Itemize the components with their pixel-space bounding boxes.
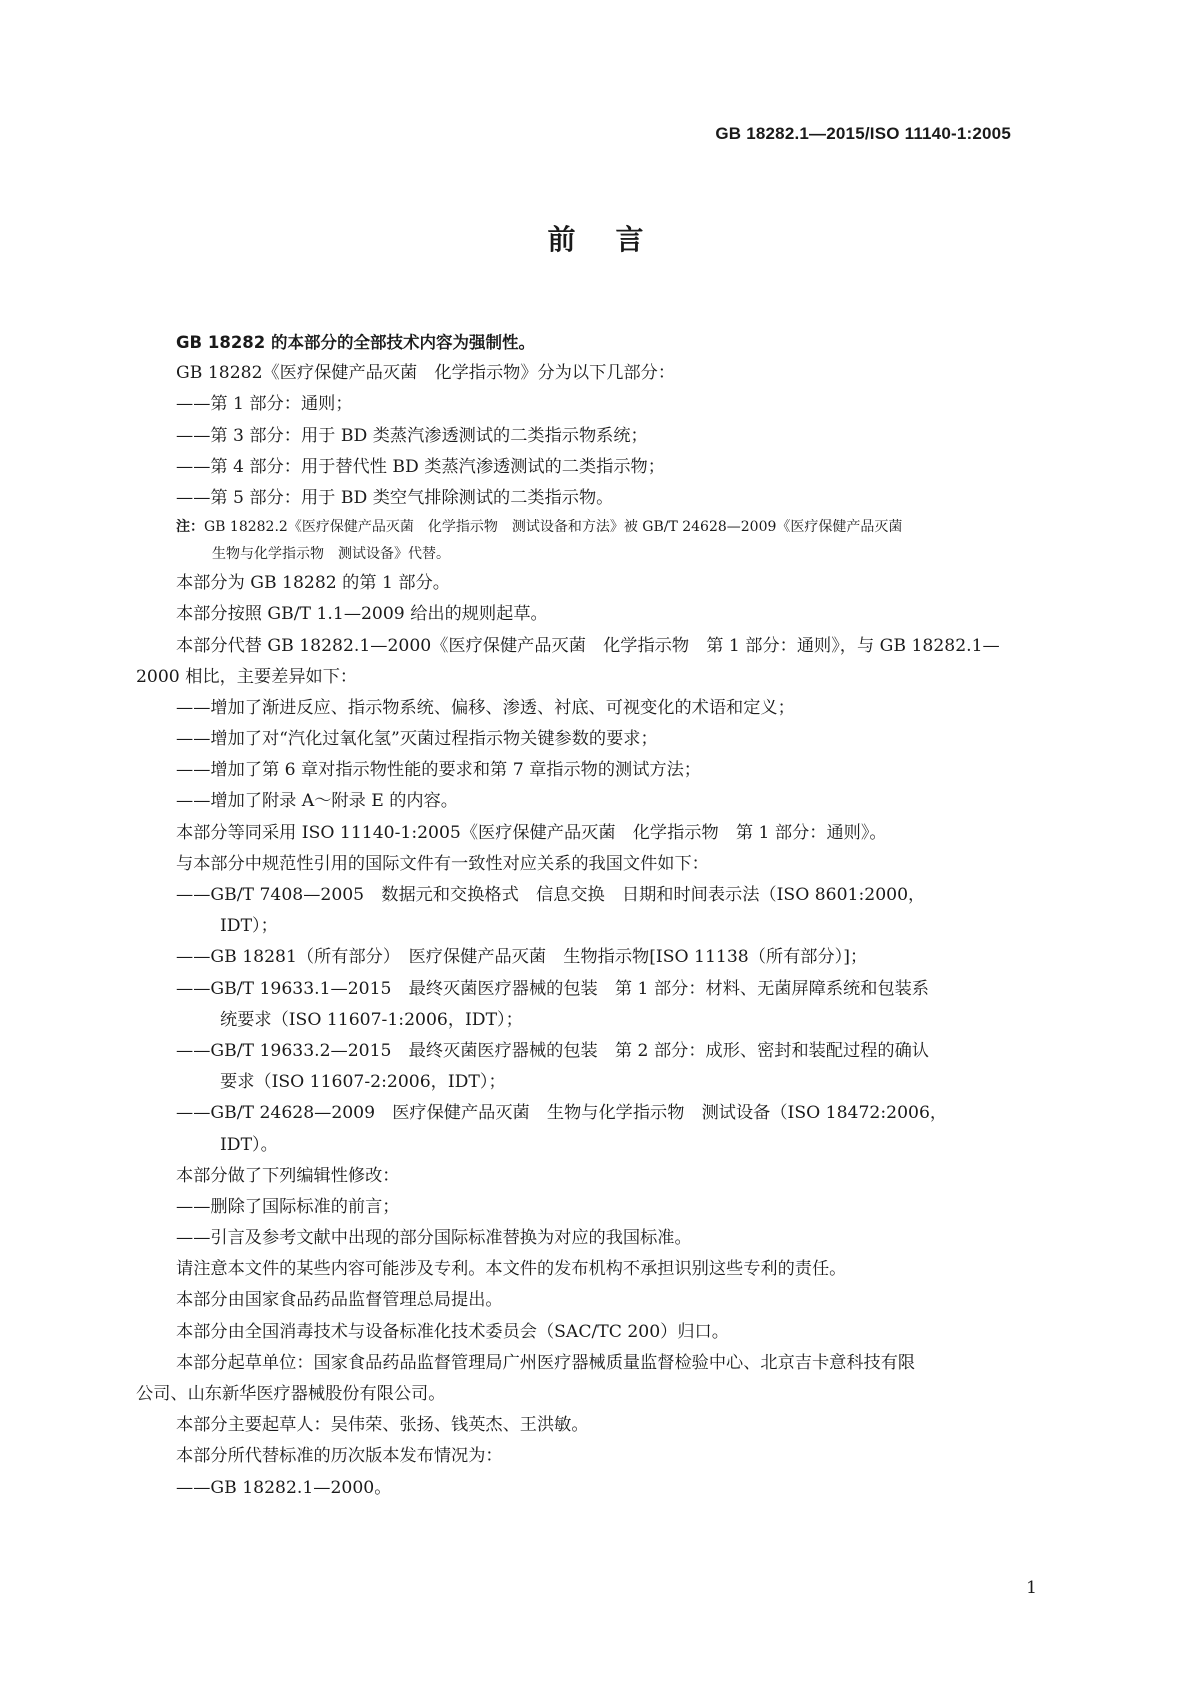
document-id-header: GB 18282.1—2015/ISO 11140-1:2005: [715, 124, 1011, 143]
list-item: ——第 1 部分：通则；: [176, 394, 353, 415]
paragraph-continuation: 公司、山东新华医疗器械股份有限公司。: [136, 1384, 446, 1404]
paragraph: 本部分起草单位：国家食品药品监督管理局广州医疗器械质量监督检验中心、北京吉卡意科技有限: [176, 1352, 916, 1373]
list-item: ——增加了第 6 章对指示物性能的要求和第 7 章指示物的测试方法；: [176, 760, 701, 781]
note-text: GB 18282.2《医疗保健产品灭菌 化学指示物 测试设备和方法》被 GB/T 24628—2009《医疗保健产品灭菌: [204, 519, 903, 536]
paragraph: 本部分做了下列编辑性修改：: [176, 1165, 400, 1186]
page-number: 1: [1026, 1578, 1037, 1598]
paragraph: 本部分主要起草人：吴伟荣、张扬、钱英杰、王洪敏。: [176, 1415, 589, 1436]
list-item: ——增加了渐进反应、指示物系统、偏移、渗透、衬底、可视变化的术语和定义；: [176, 697, 795, 718]
list-item: ——GB 18282.1—2000。: [176, 1477, 392, 1498]
list-item-continuation: 统要求（ISO 11607-1:2006，IDT）；: [220, 1009, 523, 1030]
list-item: ——引言及参考文献中出现的部分国际标准替换为对应的我国标准。: [176, 1228, 692, 1249]
list-item-continuation: IDT）；: [220, 916, 278, 937]
list-item-continuation: IDT）。: [220, 1134, 278, 1155]
page-title: 前言: [547, 223, 684, 256]
list-item-continuation: 要求（ISO 11607-2:2006，IDT）；: [220, 1072, 506, 1093]
list-item: ——增加了对“汽化过氧化氢”灭菌过程指示物关键参数的要求；: [176, 729, 658, 750]
list-item: ——删除了国际标准的前言；: [176, 1196, 400, 1217]
note-label: 注：: [176, 519, 204, 536]
note-continuation: 生物与化学指示物 测试设备》代替。: [212, 546, 450, 563]
paragraph: 本部分代替 GB 18282.1—2000《医疗保健产品灭菌 化学指示物 第 1 部分：通则》，与 GB 18282.1—: [176, 635, 1000, 656]
list-item: ——GB/T 24628—2009 医疗保健产品灭菌 生物与化学指示物 测试设备（ISO 18472:2006，: [176, 1103, 948, 1124]
paragraph: 请注意本文件的某些内容可能涉及专利。本文件的发布机构不承担识别这些专利的责任。: [176, 1259, 847, 1280]
paragraph: 与本部分中规范性引用的国际文件有一致性对应关系的我国文件如下：: [176, 853, 709, 874]
list-item: ——增加了附录 A～附录 E 的内容。: [176, 791, 458, 812]
paragraph: 本部分等同采用 ISO 11140-1:2005《医疗保健产品灭菌 化学指示物 第 1 部分：通则》。: [176, 822, 887, 843]
paragraph: 本部分按照 GB/T 1.1—2009 给出的规则起草。: [176, 604, 548, 625]
list-item: ——第 3 部分：用于 BD 类蒸汽渗透测试的二类指示物系统；: [176, 425, 648, 446]
list-item: ——第 5 部分：用于 BD 类空气排除测试的二类指示物。: [176, 487, 614, 508]
list-item: ——GB/T 7408—2005 数据元和交换格式 信息交换 日期和时间表示法（ISO 8601:2000，: [176, 885, 926, 905]
paragraph: 本部分所代替标准的历次版本发布情况为：: [176, 1446, 503, 1467]
paragraph: 本部分由国家食品药品监督管理总局提出。: [176, 1290, 503, 1311]
paragraph: 本部分为 GB 18282 的第 1 部分。: [176, 573, 450, 594]
paragraph: 本部分由全国消毒技术与设备标准化技术委员会（SAC/TC 200）归口。: [176, 1321, 729, 1342]
list-item: ——GB 18281（所有部分） 医疗保健产品灭菌 生物指示物[ISO 11138（所有部分）]；: [176, 947, 868, 968]
list-item: ——GB/T 19633.2—2015 最终灭菌医疗器械的包装 第 2 部分：成形、密封和装配过程的确认: [176, 1040, 929, 1061]
foreword-body: [136, 327, 1061, 1504]
parts-intro: GB 18282《医疗保健产品灭菌 化学指示物》分为以下几部分：: [176, 363, 676, 384]
note: [136, 514, 1061, 541]
mandatory-statement: GB 18282 的本部分的全部技术内容为强制性。: [176, 333, 536, 352]
paragraph-continuation: 2000 相比，主要差异如下：: [136, 666, 358, 687]
list-item: ——第 4 部分：用于替代性 BD 类蒸汽渗透测试的二类指示物；: [176, 456, 665, 477]
list-item: ——GB/T 19633.1—2015 最终灭菌医疗器械的包装 第 1 部分：材料、无菌屏障系统和包装系: [176, 978, 929, 999]
